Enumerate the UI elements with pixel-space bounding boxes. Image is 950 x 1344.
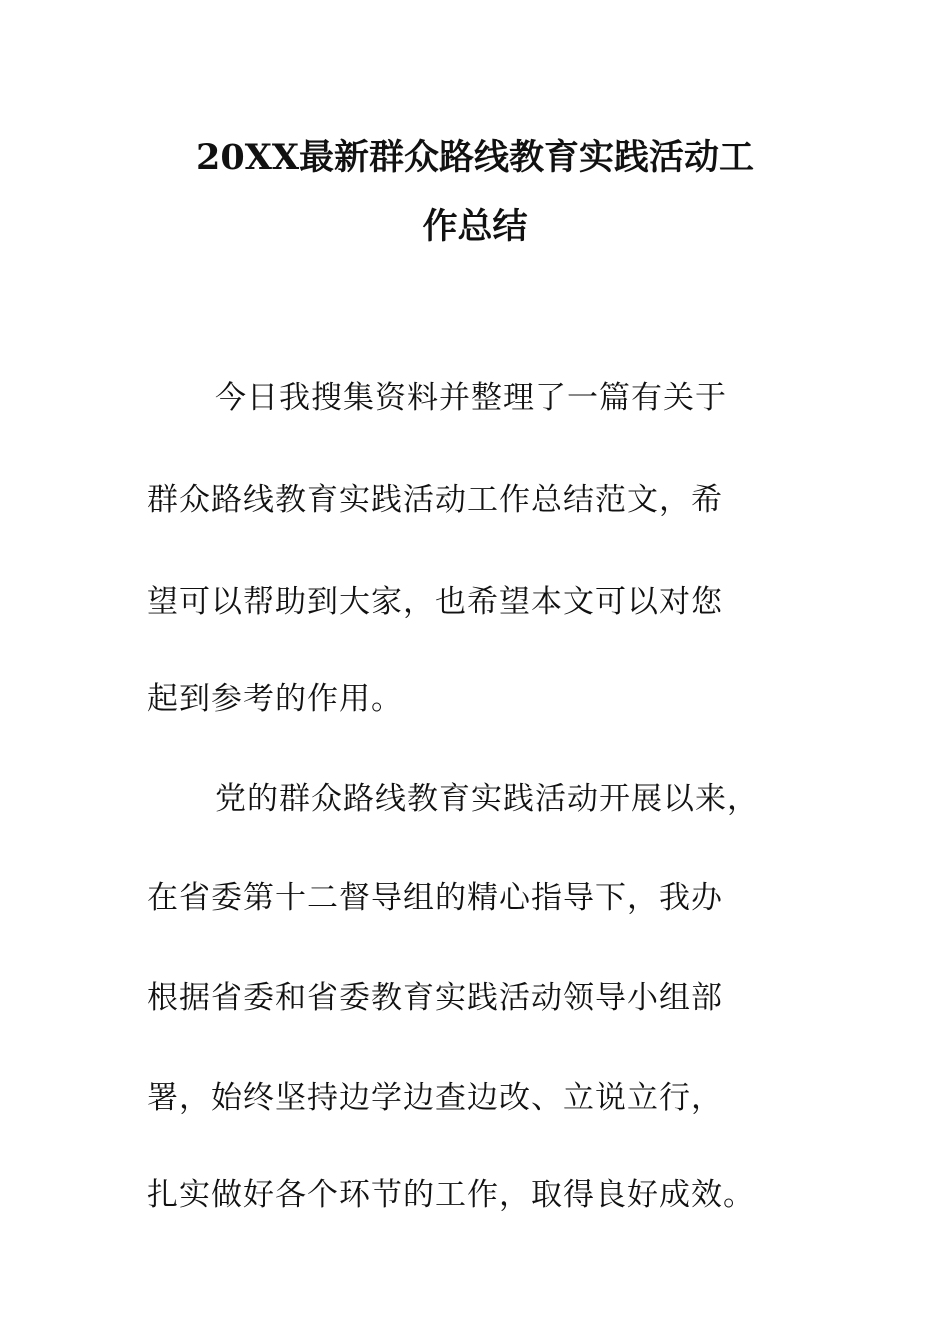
paragraph-1-line-1: 今日我搜集资料并整理了一篇有关于 (215, 380, 727, 416)
paragraph-1-line-4: 起到参考的作用。 (147, 681, 403, 717)
paragraph-2-line-4: 署，始终坚持边学边查边改、立说立行， (147, 1080, 723, 1116)
paragraph-2-line-3: 根据省委和省委教育实践活动领导小组部 (147, 980, 723, 1016)
paragraph-2-line-2: 在省委第十二督导组的精心指导下，我办 (147, 880, 723, 916)
paragraph-1-line-2: 群众路线教育实践活动工作总结范文，希 (147, 482, 723, 518)
document-title-line-2: 作总结 (422, 206, 528, 247)
paragraph-2-line-5: 扎实做好各个环节的工作，取得良好成效。 (147, 1177, 755, 1213)
paragraph-1-line-3: 望可以帮助到大家，也希望本文可以对您 (147, 584, 723, 620)
paragraph-2-line-1: 党的群众路线教育实践活动开展以来， (215, 781, 759, 817)
document-title-line-1: 20XX最新群众路线教育实践活动工 (195, 137, 755, 178)
